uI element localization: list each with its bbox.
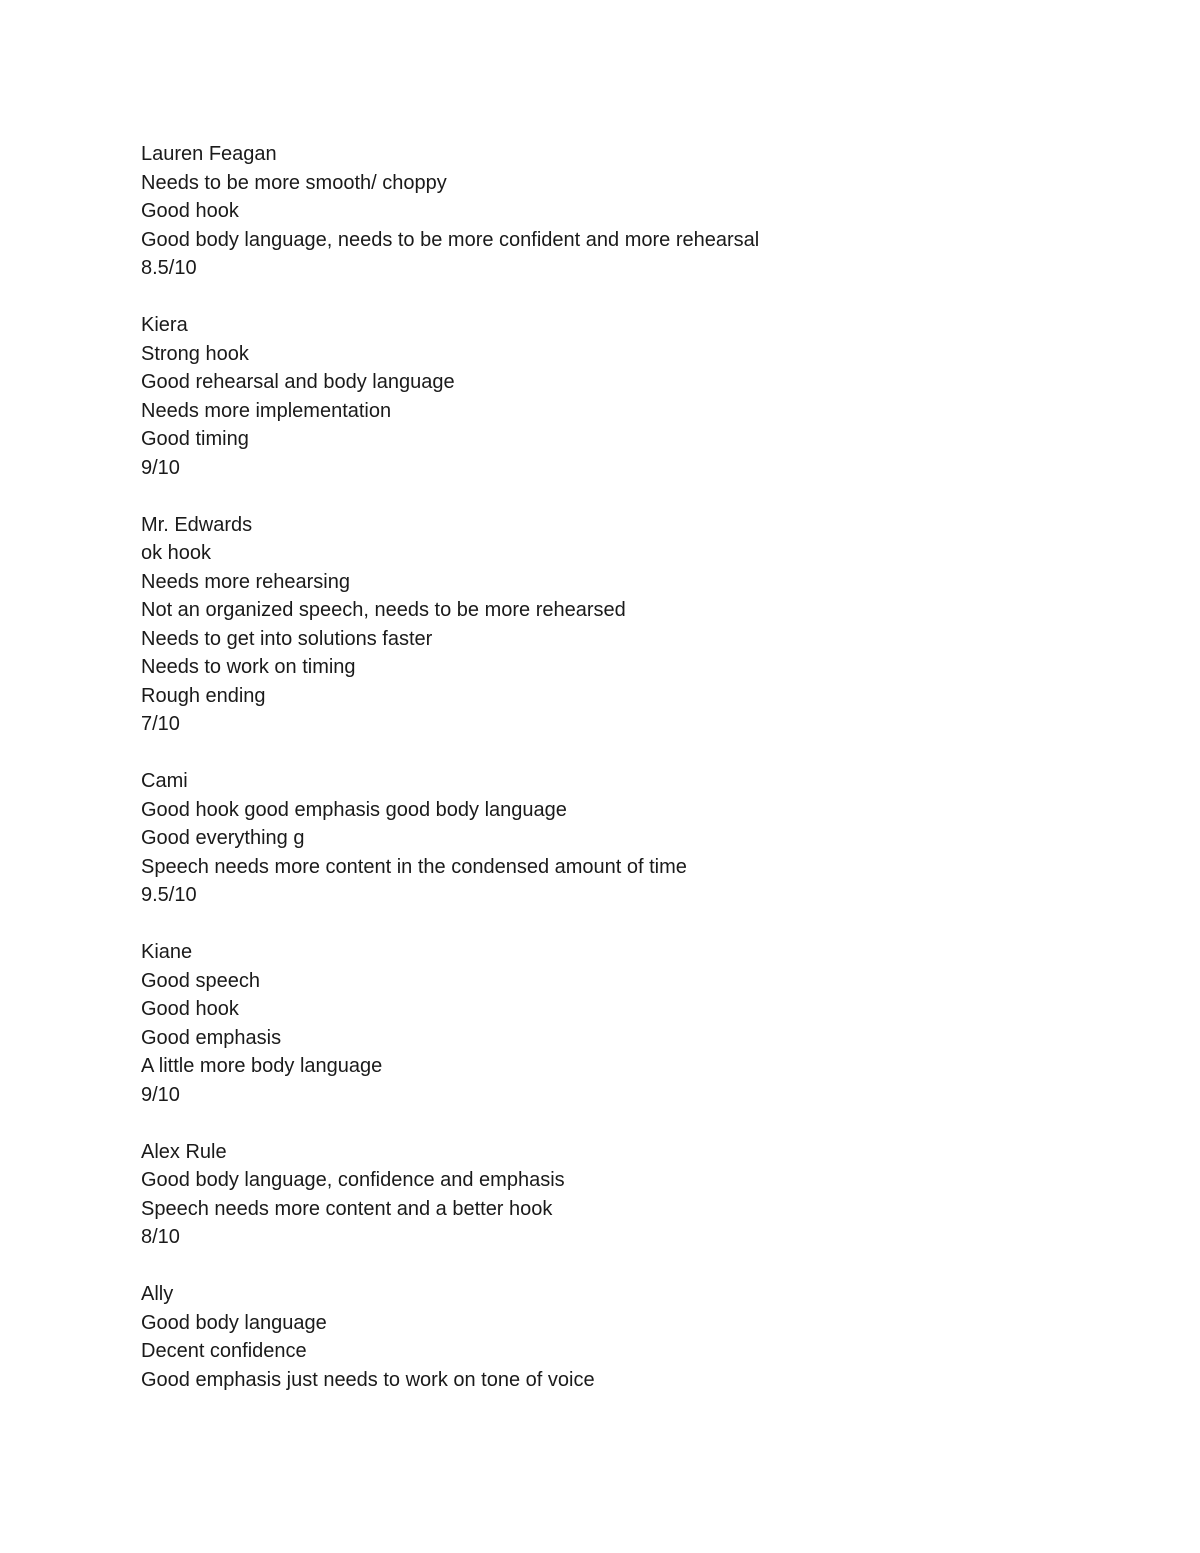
comment-line: Needs more rehearsing [141, 570, 350, 593]
speaker-name: Kiane [141, 941, 193, 963]
comment-line: Needs to work on timing [141, 656, 356, 678]
speaker-name: Kiera [141, 314, 188, 336]
score-line: 9/10 [141, 456, 180, 479]
speaker-name: Lauren Feagan [141, 143, 277, 165]
evaluation-block [141, 1138, 1141, 1252]
comment-line: Good emphasis just needs to work on tone of voice [141, 1368, 595, 1391]
speaker-name: Ally [141, 1283, 174, 1305]
comment-line: Good hook [141, 200, 239, 222]
speaker-name: Cami [141, 770, 188, 792]
comment-line: Strong hook [141, 342, 249, 365]
comment-line: Not an organized speech, needs to be more rehearsed [141, 599, 626, 621]
comment-line: Good everything g [141, 827, 305, 849]
comment-line: Speech needs more content in the condensed amount of time [141, 855, 687, 878]
evaluation-block [141, 140, 1141, 283]
score-line: 8.5/10 [141, 257, 197, 279]
score-line: 9/10 [141, 1083, 180, 1106]
comment-line: Rough ending [141, 684, 266, 707]
evaluation-block [141, 938, 1141, 1109]
comment-line: Good speech [141, 969, 260, 992]
comment-line: Good body language, confidence and emphasis [141, 1169, 565, 1191]
score-line: 9.5/10 [141, 884, 197, 906]
comment-line: Needs to be more smooth/ choppy [141, 171, 447, 194]
evaluation-block [141, 1280, 1141, 1394]
evaluation-block [141, 767, 1141, 910]
comment-line: Good body language [141, 1311, 327, 1334]
comment-line: Good body language, needs to be more confident and more rehearsal [141, 228, 760, 251]
comment-line: Decent confidence [141, 1340, 307, 1362]
comment-line: Needs to get into solutions faster [141, 627, 433, 650]
comment-line: Good timing [141, 428, 249, 450]
comment-line: Good hook [141, 998, 239, 1020]
comment-line: ok hook [141, 542, 212, 564]
evaluation-block [141, 511, 1141, 739]
comment-line: Good hook good emphasis good body language [141, 798, 567, 821]
comment-line: Good emphasis [141, 1026, 282, 1049]
speaker-name: Mr. Edwards [141, 513, 253, 536]
speaker-name: Alex Rule [141, 1140, 227, 1163]
evaluation-block [141, 311, 1141, 482]
comment-line: Needs more implementation [141, 399, 392, 422]
score-line: 7/10 [141, 713, 180, 735]
comment-line: Speech needs more content and a better hook [141, 1197, 553, 1220]
document-body [141, 140, 1141, 1423]
score-line: 8/10 [141, 1226, 180, 1248]
comment-line: A little more body language [141, 1055, 383, 1077]
comment-line: Good rehearsal and body language [141, 371, 455, 393]
